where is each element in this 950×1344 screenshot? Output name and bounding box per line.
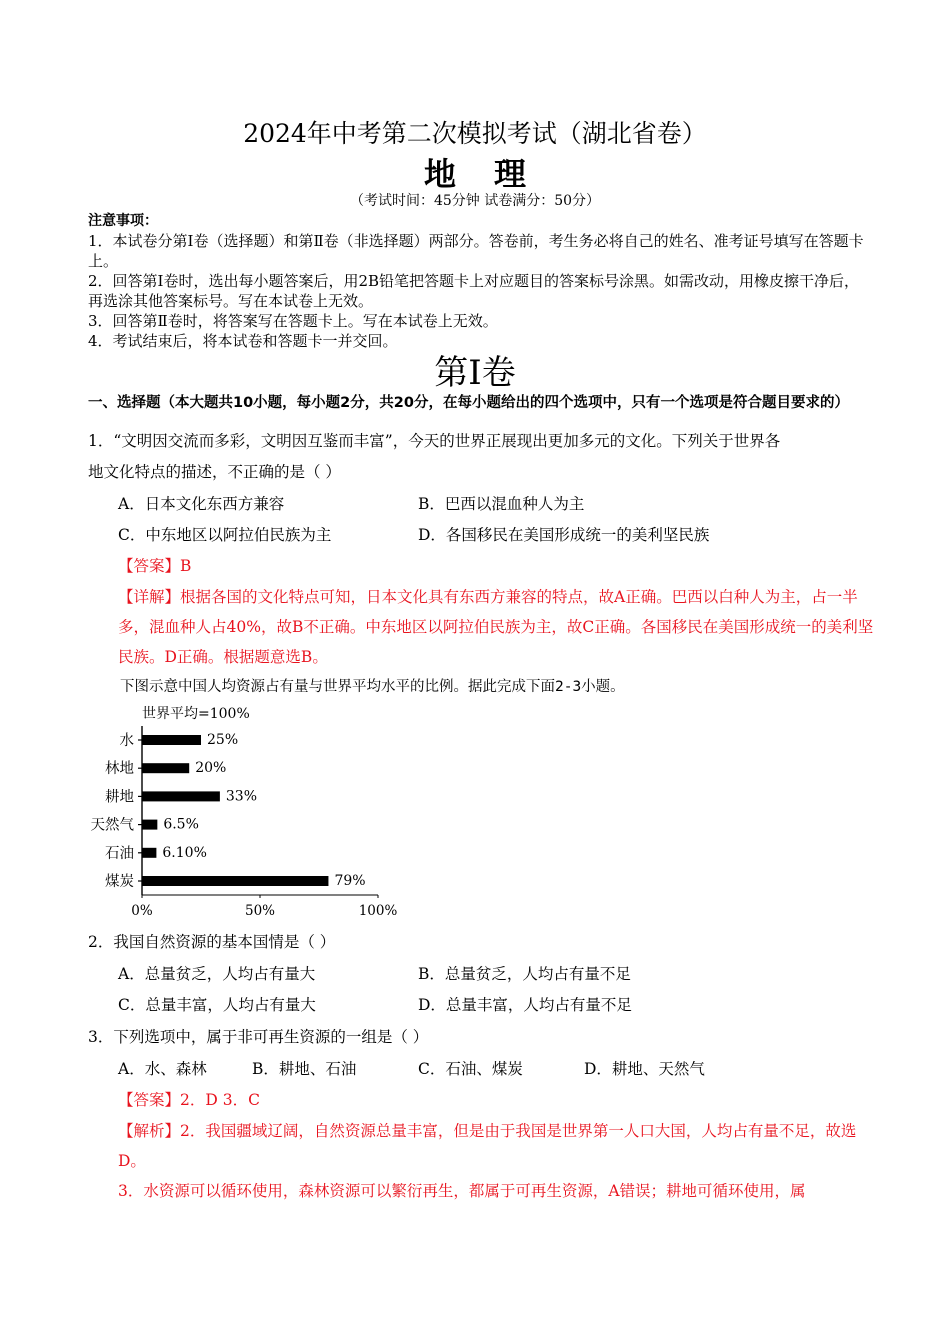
category-label: 耕地 [105, 789, 134, 806]
q2-option-b: B．总量贫乏，人均占有量不足 [418, 965, 631, 983]
answer-tag: 【答案】 [118, 1091, 181, 1109]
category-label: 天然气 [90, 817, 134, 834]
category-label: 石油 [105, 845, 134, 862]
bar-value-label: 33% [225, 788, 258, 805]
data-bar [142, 763, 189, 773]
note-item: 4．考试结束后，将本试卷和答题卡一并交回。 [88, 332, 398, 350]
q1-option-a: A．日本文化东西方兼容 [118, 495, 285, 513]
answer-value: 2．D 3．C [180, 1091, 260, 1109]
resource-bar-chart [80, 700, 420, 925]
bar-value-label: 6.10% [162, 844, 207, 861]
bar-value-label: 79% [334, 873, 366, 889]
detail-text: 根据各国的文化特点可知，日本文化具有东西方兼容的特点，故A正确。巴西以白种人为主，占一半多，混血种人占40%，故B不正确。中东地区以阿拉伯民族为主，故C正确。各国移民在美国形成统一的美利坚民族。D正确。根据题意选B。 [118, 588, 874, 666]
note-item: 2．回答第Ⅰ卷时，选出每小题答案后，用2B铅笔把答题卡上对应题目的答案标号涂黑。如需改动，用橡皮擦干净后，再选涂其他答案标号。写在本试卷上无效。 [88, 272, 860, 310]
analysis-text: 2．我国疆域辽阔，自然资源总量丰富，但是由于我国是世界第一人口大国，人均占有量不足，故选D。 [118, 1122, 857, 1170]
exam-title: 2024年中考第二次模拟考试（湖北省卷） [243, 119, 707, 148]
exam-info: （考试时间：45分钟 试卷满分：50分） [349, 193, 601, 209]
data-bar [142, 791, 220, 801]
category-label: 水 [119, 733, 134, 749]
x-tick-label: 100% [358, 903, 398, 919]
q3-option-b: B．耕地、石油 [252, 1060, 357, 1078]
notes-heading: 注意事项： [88, 213, 158, 229]
q2-analysis [118, 1116, 878, 1176]
q1-option-d: D．各国移民在美国形成统一的美利坚民族 [418, 526, 710, 544]
note-item: 1．本试卷分第Ⅰ卷（选择题）和第Ⅱ卷（非选择题）两部分。答卷前，考生务必将自己的姓名、准考证号填写在答题卡上。 [88, 232, 864, 270]
category-label: 煤炭 [105, 874, 134, 890]
q1-stem-line1: 1．“文明因交流而多彩，文明因互鉴而丰富”，今天的世界正展现出更加多元的文化。下列关于世界各 [88, 432, 781, 450]
chart-title: 世界平均=100% [142, 706, 250, 722]
q3-option-d: D．耕地、天然气 [584, 1060, 705, 1078]
answer-tag: 【答案】 [118, 557, 181, 575]
q2-stem: 2．我国自然资源的基本国情是（ ） [88, 933, 336, 951]
data-bar [142, 876, 328, 886]
x-tick-label: 0% [131, 903, 153, 919]
q2-option-c: C．总量丰富，人均占有量大 [118, 996, 316, 1014]
data-bar [142, 848, 156, 858]
data-bar [142, 735, 201, 745]
part-title: 第Ⅰ卷 [434, 353, 516, 393]
q2-option-a: A．总量贫乏，人均占有量大 [118, 965, 316, 983]
bar-value-label: 20% [195, 760, 227, 777]
chart-intro: 下图示意中国人均资源占有量与世界平均水平的比例。据此完成下面2-3小题。 [120, 679, 625, 695]
q2-option-d: D．总量丰富，人均占有量不足 [418, 996, 632, 1014]
q1-stem-line2: 地文化特点的描述，不正确的是（ ） [88, 463, 341, 481]
bar-value-label: 6.5% [163, 816, 199, 833]
q3-analysis: 3．水资源可以循环使用，森林资源可以繁衍再生，都属于可再生资源，A错误；耕地可循环使用，属 [118, 1182, 806, 1200]
q1-option-b: B．巴西以混血种人为主 [418, 495, 585, 513]
category-label: 林地 [105, 761, 134, 778]
q3-stem: 3．下列选项中，属于非可再生资源的一组是（ ） [88, 1028, 429, 1046]
section-heading: 一、选择题（本大题共10小题，每小题2分，共20分，在每小题给出的四个选项中，只有一个选项是符合题目要求的） [88, 395, 849, 411]
detail-tag: 【详解】 [118, 588, 181, 606]
q1-answer [118, 555, 191, 577]
x-tick-label: 50% [244, 903, 276, 919]
bar-value-label: 25% [207, 732, 239, 748]
q3-option-c: C．石油、煤炭 [418, 1060, 523, 1078]
answer-value: B [180, 557, 192, 575]
note-item: 3．回答第Ⅱ卷时，将答案写在答题卡上。写在本试卷上无效。 [88, 312, 498, 330]
data-bar [142, 820, 157, 830]
q23-answer [118, 1089, 260, 1111]
q1-option-c: C．中东地区以阿拉伯民族为主 [118, 526, 332, 544]
analysis-tag: 【解析】 [118, 1122, 181, 1140]
q1-detail [118, 582, 878, 672]
subject-title: 地理 [423, 155, 564, 193]
q3-option-a: A．水、森林 [118, 1060, 207, 1078]
